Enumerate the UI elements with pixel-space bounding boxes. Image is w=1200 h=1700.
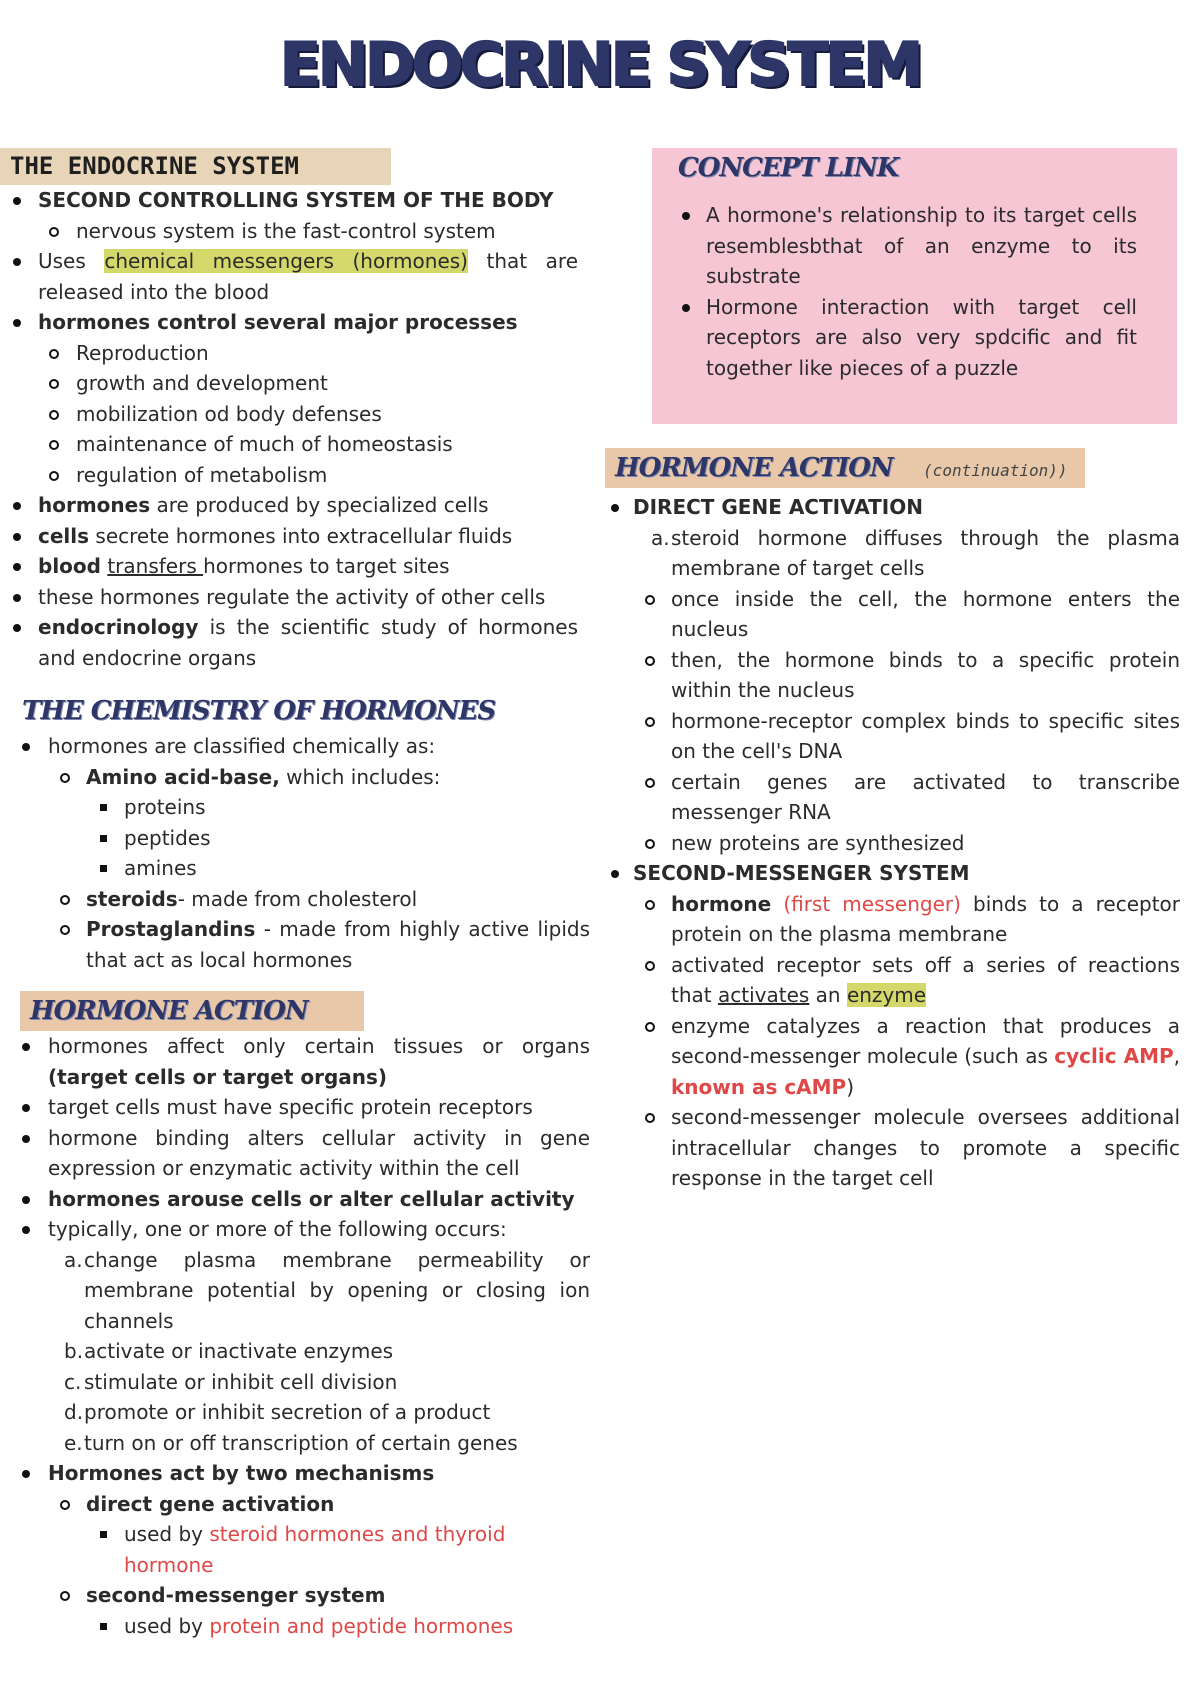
square-bullet-icon xyxy=(100,804,107,811)
section-heading-text: HORMONE ACTION xyxy=(615,453,893,483)
circle-bullet-icon xyxy=(49,227,59,237)
list-item xyxy=(0,582,600,613)
list-item-text: hormones are classified chemically as: xyxy=(48,734,436,758)
list-item xyxy=(0,1214,600,1245)
list-item-text: hormones control several major processes xyxy=(38,310,518,334)
list-item-text: Hormone interaction with target cell receptors are also very spdcific and fit together like pieces of a puzzle xyxy=(706,294,1137,380)
list-item-text: hormone xyxy=(671,891,772,916)
list-item xyxy=(0,853,600,884)
circle-bullet-icon xyxy=(645,839,655,849)
list-item xyxy=(0,490,600,521)
list-item xyxy=(605,492,1180,523)
underlined-text: transfers xyxy=(107,554,204,578)
list-item-text: - made from cholesterol xyxy=(177,886,418,911)
bullet-icon xyxy=(611,870,619,878)
list-item-text: mobilization od body defenses xyxy=(76,401,382,426)
list-item-text: used by xyxy=(124,1613,210,1638)
list-item-text: , xyxy=(1173,1044,1180,1068)
list-item-text: Hormones act by two mechanisms xyxy=(48,1461,435,1485)
list-item xyxy=(0,1458,600,1489)
red-text: (first messenger) xyxy=(771,891,961,916)
list-item-text: SECOND CONTROLLING SYSTEM OF THE BODY xyxy=(38,188,554,212)
circle-bullet-icon xyxy=(645,961,655,971)
list-letter: b. xyxy=(64,1339,84,1363)
list-item-text: used by xyxy=(124,1522,210,1546)
list-item xyxy=(605,584,1180,645)
list-item xyxy=(605,889,1180,950)
circle-bullet-icon xyxy=(645,656,655,666)
list-item xyxy=(0,792,600,823)
bullet-icon xyxy=(13,258,21,266)
continuation-note: (continuation)) xyxy=(923,461,1068,480)
list-item-text: amines xyxy=(124,856,197,880)
list-item-text: change plasma membrane permeability or membrane potential by opening or closing ion channels xyxy=(84,1247,590,1333)
concept-link-list xyxy=(682,200,1137,383)
bullet-icon xyxy=(22,743,30,751)
list-item xyxy=(0,307,600,338)
red-text: known as cAMP xyxy=(671,1074,847,1099)
list-item-text: blood xyxy=(38,554,101,578)
bullet-icon xyxy=(13,624,21,632)
bullet-icon xyxy=(13,502,21,510)
bullet-icon xyxy=(22,1135,30,1143)
circle-bullet-icon xyxy=(645,1113,655,1123)
list-letter: e. xyxy=(64,1430,83,1455)
list-item xyxy=(682,200,1137,292)
list-item xyxy=(0,1184,600,1215)
list-item xyxy=(605,767,1180,828)
list-item-text: enzyme catalyzes a reaction that produces a second-messenger molecule (such as xyxy=(671,1013,1180,1068)
list-item-text: is the scientific study of hormones and endocrine organs xyxy=(38,615,578,670)
endocrine-system-list xyxy=(0,185,600,673)
list-item xyxy=(0,1580,600,1611)
list-item-text: maintenance of much of homeostasis xyxy=(76,432,453,456)
highlighted-text: chemical messengers (hormones) xyxy=(104,249,468,273)
list-item-text: - made from highly active lipids that act as local hormones xyxy=(86,917,590,972)
bullet-icon xyxy=(13,319,21,327)
circle-bullet-icon xyxy=(49,471,59,481)
list-item xyxy=(605,950,1180,1011)
list-item-text: hormones to target sites xyxy=(203,554,450,578)
list-item xyxy=(0,460,600,491)
list-item xyxy=(0,368,600,399)
list-item-text: binds to a receptor protein on the plasma membrane xyxy=(671,891,1180,946)
circle-bullet-icon xyxy=(60,773,70,783)
bullet-icon xyxy=(22,1226,30,1234)
list-item-text: regulation of metabolism xyxy=(76,462,328,487)
list-item xyxy=(0,1519,600,1580)
red-text: cyclic AMP xyxy=(1054,1044,1174,1068)
red-text: steroid hormones and thyroid hormone xyxy=(124,1522,506,1577)
list-item xyxy=(605,1011,1180,1103)
list-item-text: steroid hormone diffuses through the plasma membrane of target cells xyxy=(671,525,1180,580)
list-letter: c. xyxy=(64,1369,82,1394)
list-item xyxy=(0,1367,600,1398)
list-item-text: nervous system is the fast-control system xyxy=(76,218,496,243)
square-bullet-icon xyxy=(100,1531,107,1538)
underlined-text: activates xyxy=(717,983,810,1007)
concept-link-heading: CONCEPT LINK xyxy=(678,153,899,183)
list-item-text: certain genes are activated to transcribe messenger RNA xyxy=(671,769,1180,824)
list-item xyxy=(0,1123,590,1184)
list-item xyxy=(605,828,1180,859)
list-item xyxy=(0,1428,600,1459)
section-heading-chemistry: THE CHEMISTRY OF HORMONES xyxy=(22,696,496,726)
circle-bullet-icon xyxy=(60,925,70,935)
section-heading-hormone-action-continuation xyxy=(605,448,1085,488)
list-item-text: Reproduction xyxy=(76,340,209,365)
circle-bullet-icon xyxy=(645,717,655,727)
list-item xyxy=(0,762,600,793)
square-bullet-icon xyxy=(100,835,107,842)
bullet-icon xyxy=(682,304,690,312)
circle-bullet-icon xyxy=(645,1022,655,1032)
bullet-icon xyxy=(611,504,619,512)
circle-bullet-icon xyxy=(49,379,59,389)
list-item xyxy=(605,858,1180,889)
list-item xyxy=(0,551,600,582)
list-item xyxy=(0,1489,600,1520)
bullet-icon xyxy=(22,1043,30,1051)
list-item xyxy=(0,1092,600,1123)
list-item-text: direct gene activation xyxy=(86,1491,335,1516)
list-item xyxy=(0,399,600,430)
list-item-text: cells xyxy=(38,523,90,548)
list-item-text: activate or inactivate enzymes xyxy=(84,1339,394,1363)
list-item-text: hormone-receptor complex binds to specific sites on the cell's DNA xyxy=(671,708,1180,763)
list-item-text: which includes: xyxy=(279,764,441,789)
list-item xyxy=(0,731,600,762)
section-heading-endocrine-system: THE ENDOCRINE SYSTEM xyxy=(0,148,391,185)
list-item xyxy=(0,185,600,216)
circle-bullet-icon xyxy=(645,900,655,910)
list-item-text: these hormones regulate the activity of other cells xyxy=(38,584,546,609)
list-item-text: peptides xyxy=(124,825,211,850)
bullet-icon xyxy=(13,563,21,571)
list-item-text: A hormone's relationship to its target cells resemblesbthat of an enzyme to its substrate xyxy=(706,203,1137,288)
list-item-text: hormones xyxy=(38,493,151,517)
hormone-action-continuation-list xyxy=(605,492,1180,1194)
circle-bullet-icon xyxy=(49,440,59,450)
list-letter: a. xyxy=(651,525,670,550)
red-text: protein and peptide hormones xyxy=(209,1613,514,1638)
list-item-text: stimulate or inhibit cell division xyxy=(84,1369,398,1394)
section-heading-hormone-action: HORMONE ACTION xyxy=(20,991,364,1031)
concept-link-box xyxy=(652,148,1177,424)
list-item-text: that are released into the blood xyxy=(38,249,579,304)
list-item-text: proteins xyxy=(124,795,206,819)
left-column xyxy=(0,148,600,1641)
list-item-text: hormones affect only certain tissues or organs xyxy=(48,1034,590,1058)
list-item xyxy=(0,1336,600,1367)
circle-bullet-icon xyxy=(645,595,655,605)
page-title: ENDOCRINE SYSTEM xyxy=(279,30,921,100)
list-item xyxy=(0,1611,600,1642)
list-item-text: growth and development xyxy=(76,371,328,395)
list-item-text: Prostaglandins xyxy=(86,917,256,941)
list-item-text: ) xyxy=(846,1074,855,1099)
highlighted-text: enzyme xyxy=(846,983,927,1007)
bullet-icon xyxy=(22,1196,30,1204)
list-item-text: second-messenger system xyxy=(86,1583,386,1607)
list-item-text: an xyxy=(809,983,847,1007)
list-item-text: new proteins are synthesized xyxy=(671,830,965,855)
list-item-text: once inside the cell, the hormone enters the nucleus xyxy=(671,586,1180,641)
circle-bullet-icon xyxy=(49,410,59,420)
list-item xyxy=(0,521,600,552)
list-item-text: secrete hormones into extracellular fluids xyxy=(89,523,513,548)
list-item xyxy=(605,645,1180,706)
list-item-text: typically, one or more of the following occurs: xyxy=(48,1217,507,1241)
list-item xyxy=(0,823,600,854)
list-item-text: DIRECT GENE ACTIVATION xyxy=(633,495,923,519)
list-item xyxy=(605,1102,1180,1194)
list-item-text: are produced by specialized cells xyxy=(150,493,489,517)
chemistry-list xyxy=(0,731,600,975)
list-letter: d. xyxy=(64,1400,84,1424)
list-item-text: second-messenger molecule oversees additional intracellular changes to promote a specific response in the target cell xyxy=(671,1105,1180,1190)
list-item-text: endocrinology xyxy=(38,615,199,639)
list-item-text: target cells must have specific protein receptors xyxy=(48,1095,533,1119)
list-item-text: hormones arouse cells or alter cellular activity xyxy=(48,1186,575,1211)
list-item xyxy=(0,216,600,247)
circle-bullet-icon xyxy=(60,1500,70,1510)
list-item xyxy=(0,1397,600,1428)
list-item xyxy=(605,523,1180,584)
right-column xyxy=(605,448,1180,1194)
list-item-text: SECOND-MESSENGER SYSTEM xyxy=(633,861,970,885)
list-item-text: (target cells or target organs) xyxy=(48,1064,388,1089)
list-item-text: Amino acid-base, xyxy=(86,764,280,789)
list-item xyxy=(0,1245,590,1337)
list-item-text: steroids xyxy=(86,886,178,911)
list-item-text: promote or inhibit secretion of a product xyxy=(84,1400,491,1424)
bullet-icon xyxy=(13,533,21,541)
circle-bullet-icon xyxy=(645,778,655,788)
list-item xyxy=(682,292,1137,384)
list-item xyxy=(605,706,1180,767)
list-item xyxy=(0,914,590,975)
bullet-icon xyxy=(682,212,690,220)
list-item-text: then, the hormone binds to a specific protein within the nucleus xyxy=(671,647,1180,702)
list-item-text: Uses xyxy=(38,249,105,273)
list-item xyxy=(0,884,600,915)
list-item-text: turn on or off transcription of certain genes xyxy=(84,1430,518,1455)
circle-bullet-icon xyxy=(60,1591,70,1601)
list-item xyxy=(0,612,578,673)
list-item xyxy=(0,246,578,307)
bullet-icon xyxy=(13,594,21,602)
bullet-icon xyxy=(22,1470,30,1478)
square-bullet-icon xyxy=(100,1623,107,1630)
bullet-icon xyxy=(13,197,21,205)
list-item xyxy=(0,338,600,369)
list-item xyxy=(0,429,600,460)
circle-bullet-icon xyxy=(60,895,70,905)
square-bullet-icon xyxy=(100,865,107,872)
bullet-icon xyxy=(22,1104,30,1112)
circle-bullet-icon xyxy=(49,349,59,359)
list-item xyxy=(0,1031,590,1092)
hormone-action-list xyxy=(0,1031,600,1641)
list-item-text: hormone binding alters cellular activity in gene expression or enzymatic activity within the cell xyxy=(48,1125,590,1180)
list-item-text: activated receptor sets off a series of reactions that xyxy=(671,952,1180,1007)
list-letter: a. xyxy=(64,1247,83,1272)
